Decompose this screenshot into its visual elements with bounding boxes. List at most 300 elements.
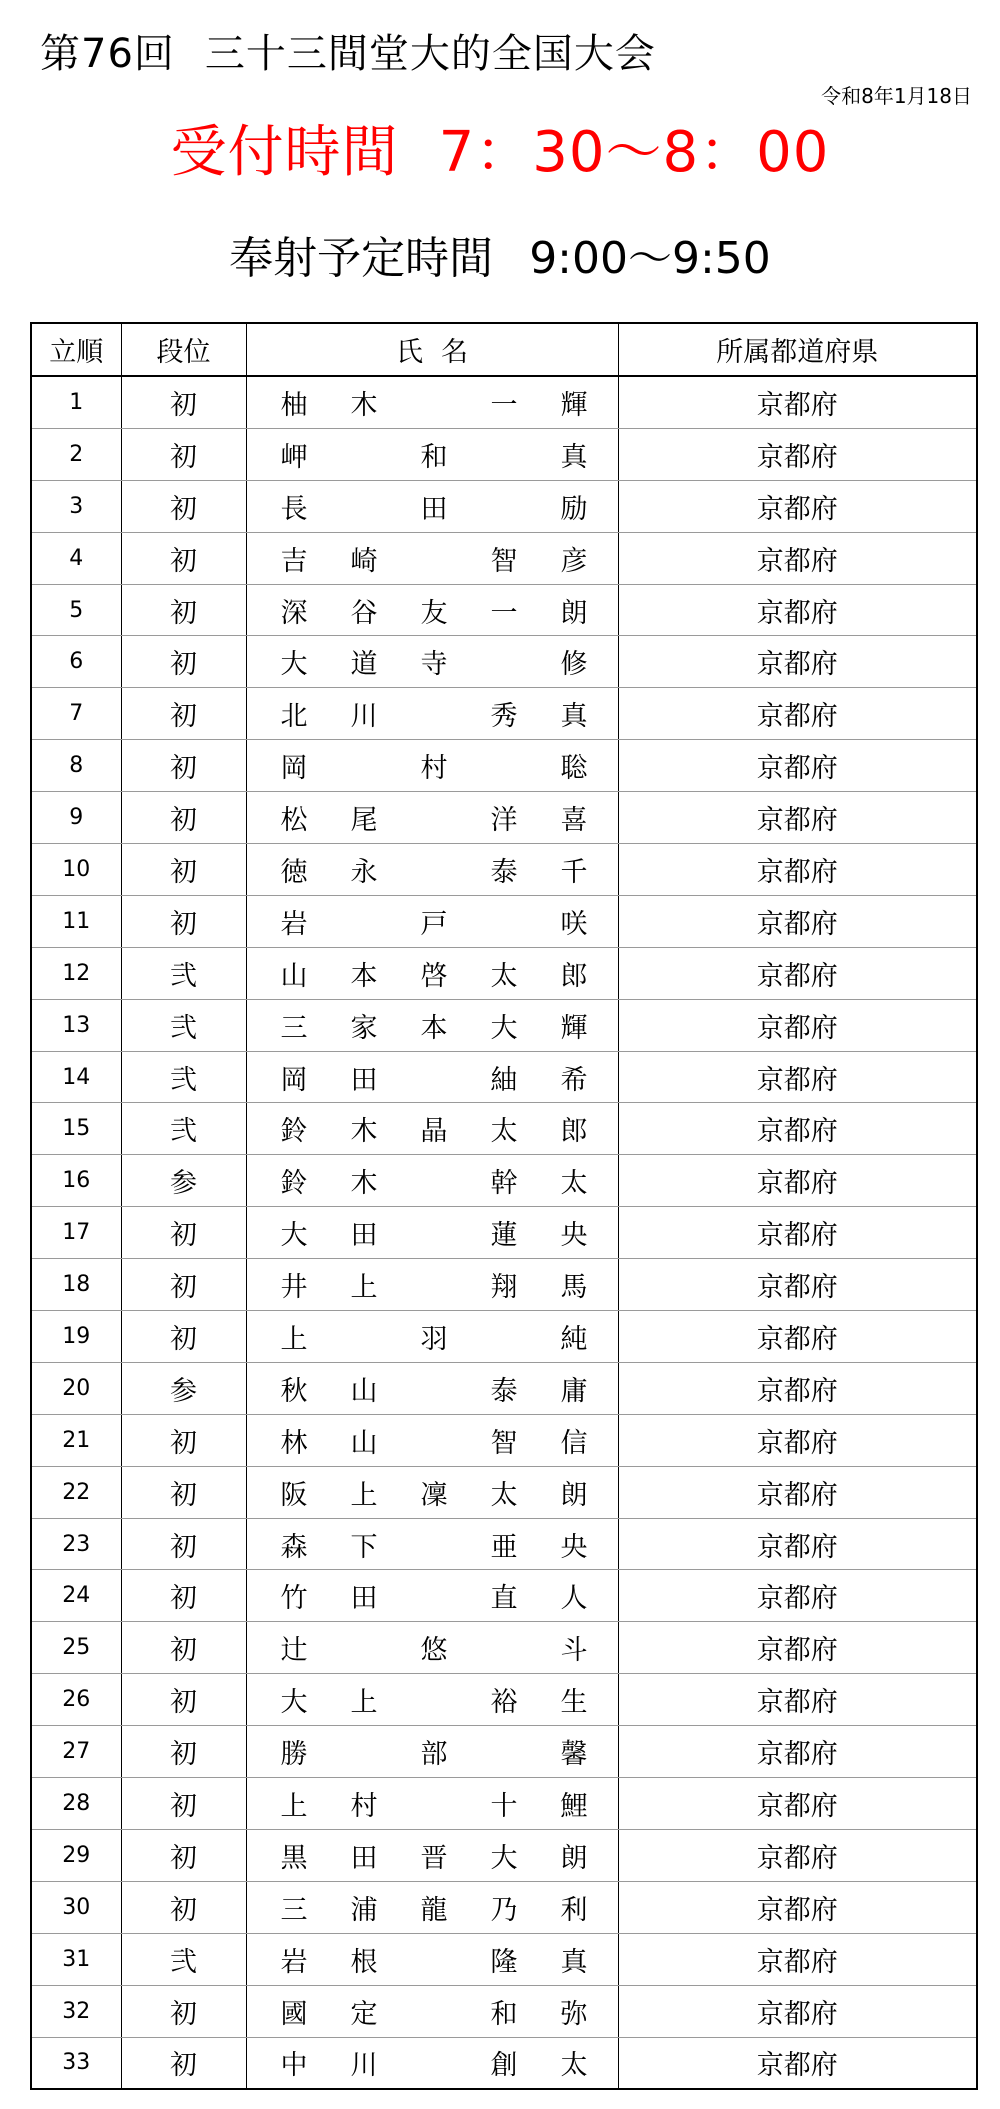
name-char: 三 — [280, 1894, 308, 1926]
cell-rank: 初 — [121, 480, 246, 532]
name-characters — [281, 1525, 588, 1564]
name-char: 利 — [560, 1894, 588, 1926]
name-char — [421, 1421, 448, 1460]
name-char: 岬 — [280, 441, 308, 473]
cell-name — [246, 1259, 618, 1311]
name-char: 山 — [350, 1375, 378, 1407]
name-char — [421, 1161, 448, 1200]
cell-rank: 初 — [121, 1570, 246, 1622]
cell-name — [246, 1207, 618, 1259]
name-char: 馨 — [560, 1739, 588, 1771]
name-char: 紬 — [490, 1064, 518, 1096]
cell-order: 27 — [31, 1726, 121, 1778]
table-row — [31, 1985, 977, 2037]
cell-order: 12 — [31, 947, 121, 999]
cell-prefecture: 京都府 — [618, 688, 977, 740]
name-char: 定 — [350, 1998, 378, 2030]
cell-prefecture: 京都府 — [618, 895, 977, 947]
table-row — [31, 1103, 977, 1155]
cell-prefecture: 京都府 — [618, 792, 977, 844]
name-char: 創 — [490, 2050, 518, 2082]
cell-rank: 初 — [121, 1778, 246, 1830]
cell-name — [246, 1155, 618, 1207]
name-char: 本 — [420, 1012, 448, 1044]
table-row — [31, 1881, 977, 1933]
name-char: 啓 — [420, 960, 448, 992]
name-char: 木 — [350, 1168, 378, 1200]
cell-rank: 初 — [121, 376, 246, 428]
cell-name — [246, 1622, 618, 1674]
name-char: 亜 — [490, 1531, 518, 1563]
cell-rank: 初 — [121, 428, 246, 480]
name-char: 聡 — [560, 753, 588, 785]
name-char: 本 — [350, 960, 378, 992]
name-char: 輝 — [560, 389, 588, 421]
table-row — [31, 1674, 977, 1726]
name-char: 阪 — [280, 1479, 308, 1511]
name-char: 根 — [350, 1946, 378, 1978]
cell-order: 11 — [31, 895, 121, 947]
cell-prefecture: 京都府 — [618, 1362, 977, 1414]
cell-name — [246, 2037, 618, 2089]
name-char: 太 — [490, 1116, 518, 1148]
name-characters — [281, 954, 588, 993]
name-characters — [281, 1213, 588, 1252]
name-char: 泰 — [490, 856, 518, 888]
reception-time: 7：30～8：00 — [438, 120, 830, 185]
name-char: 人 — [560, 1583, 588, 1615]
table-row — [31, 1829, 977, 1881]
name-characters — [281, 1161, 588, 1200]
name-char — [421, 1992, 448, 2031]
name-characters — [281, 2043, 588, 2082]
cell-name — [246, 792, 618, 844]
cell-prefecture: 京都府 — [618, 1051, 977, 1103]
name-char: 庸 — [560, 1375, 588, 1407]
table-row — [31, 376, 977, 428]
name-char: 凜 — [420, 1479, 448, 1511]
cell-rank: 初 — [121, 532, 246, 584]
header-prefecture: 所属都道府県 — [618, 323, 977, 376]
name-char: 千 — [560, 856, 588, 888]
name-char: 彦 — [560, 545, 588, 577]
cell-rank: 弐 — [121, 1933, 246, 1985]
cell-prefecture: 京都府 — [618, 1311, 977, 1363]
name-char: 谷 — [350, 597, 378, 629]
name-char: 林 — [280, 1427, 308, 1459]
name-char: 崎 — [350, 545, 378, 577]
name-characters — [281, 539, 588, 578]
table-row — [31, 1622, 977, 1674]
cell-order: 26 — [31, 1674, 121, 1726]
cell-prefecture: 京都府 — [618, 584, 977, 636]
name-char: 生 — [560, 1687, 588, 1719]
name-char: 大 — [280, 649, 308, 681]
name-char: 黒 — [280, 1842, 308, 1874]
name-char: 馬 — [560, 1272, 588, 1304]
name-char: 森 — [280, 1531, 308, 1563]
cell-prefecture: 京都府 — [618, 532, 977, 584]
cell-rank: 初 — [121, 1622, 246, 1674]
name-char: 浦 — [350, 1894, 378, 1926]
name-char: 智 — [490, 1427, 518, 1459]
name-characters — [281, 1628, 588, 1667]
name-char: 村 — [350, 1790, 378, 1822]
table-row — [31, 895, 977, 947]
name-char — [421, 1940, 448, 1979]
name-char: 真 — [560, 441, 588, 473]
cell-prefecture: 京都府 — [618, 1881, 977, 1933]
cell-rank: 初 — [121, 1985, 246, 2037]
name-char: 大 — [490, 1842, 518, 1874]
name-char: 太 — [490, 1479, 518, 1511]
cell-order: 7 — [31, 688, 121, 740]
table-row — [31, 1051, 977, 1103]
table-row — [31, 532, 977, 584]
name-char: 晶 — [420, 1116, 448, 1148]
cell-name — [246, 947, 618, 999]
name-char: 田 — [350, 1064, 378, 1096]
cell-prefecture: 京都府 — [618, 844, 977, 896]
table-row — [31, 1311, 977, 1363]
cell-rank: 初 — [121, 1207, 246, 1259]
cell-order: 32 — [31, 1985, 121, 2037]
name-char: 木 — [350, 1116, 378, 1148]
name-char — [421, 850, 448, 889]
name-char — [421, 539, 448, 578]
name-char: 竹 — [280, 1583, 308, 1615]
name-characters — [281, 1369, 588, 1408]
table-row — [31, 1155, 977, 1207]
name-char: 徳 — [280, 856, 308, 888]
name-char: 上 — [280, 1790, 308, 1822]
cell-rank: 初 — [121, 1829, 246, 1881]
name-char: 龍 — [420, 1894, 448, 1926]
cell-name — [246, 1726, 618, 1778]
name-characters — [281, 850, 588, 889]
name-char: 晋 — [420, 1842, 448, 1874]
name-char: 岡 — [280, 1064, 308, 1096]
cell-name — [246, 1933, 618, 1985]
header-name: 氏名 — [246, 323, 618, 376]
cell-rank: 弐 — [121, 999, 246, 1051]
cell-prefecture: 京都府 — [618, 1155, 977, 1207]
cell-rank: 初 — [121, 1726, 246, 1778]
cell-name — [246, 844, 618, 896]
table-row — [31, 1362, 977, 1414]
cell-order: 13 — [31, 999, 121, 1051]
name-char: 和 — [490, 1998, 518, 2030]
name-char: 純 — [560, 1323, 588, 1355]
name-characters — [281, 591, 588, 630]
name-char: 輝 — [560, 1012, 588, 1044]
name-characters — [281, 746, 588, 785]
cell-rank: 弐 — [121, 1103, 246, 1155]
cell-rank: 初 — [121, 1674, 246, 1726]
cell-order: 20 — [31, 1362, 121, 1414]
name-char — [351, 902, 378, 941]
name-char: 直 — [490, 1583, 518, 1615]
cell-rank: 初 — [121, 1414, 246, 1466]
name-char: 深 — [280, 597, 308, 629]
name-char: 咲 — [560, 908, 588, 940]
cell-prefecture: 京都府 — [618, 1259, 977, 1311]
participant-table — [30, 322, 978, 2090]
cell-name — [246, 480, 618, 532]
shooting-time-heading — [0, 222, 1000, 286]
cell-order: 2 — [31, 428, 121, 480]
cell-name — [246, 1674, 618, 1726]
cell-order: 1 — [31, 376, 121, 428]
name-char: 田 — [350, 1842, 378, 1874]
cell-order: 18 — [31, 1259, 121, 1311]
name-char: 秀 — [490, 701, 518, 733]
table-row — [31, 1414, 977, 1466]
name-char: 川 — [350, 701, 378, 733]
name-char: 永 — [350, 856, 378, 888]
name-char — [351, 435, 378, 474]
name-char: 真 — [560, 701, 588, 733]
name-char: 岩 — [280, 1946, 308, 1978]
name-char: 太 — [490, 960, 518, 992]
name-char: 上 — [280, 1323, 308, 1355]
cell-order: 10 — [31, 844, 121, 896]
name-char: 山 — [280, 960, 308, 992]
name-characters — [281, 902, 588, 941]
name-char: 岡 — [280, 753, 308, 785]
cell-prefecture: 京都府 — [618, 1207, 977, 1259]
table-row — [31, 688, 977, 740]
cell-prefecture: 京都府 — [618, 636, 977, 688]
name-char — [351, 487, 378, 526]
name-char: 吉 — [280, 545, 308, 577]
cell-prefecture: 京都府 — [618, 1985, 977, 2037]
name-char: 田 — [420, 493, 448, 525]
cell-name — [246, 1103, 618, 1155]
name-char: 秋 — [280, 1375, 308, 1407]
table-row — [31, 480, 977, 532]
name-char: 悠 — [420, 1635, 448, 1667]
cell-name — [246, 895, 618, 947]
name-char — [491, 1317, 518, 1356]
cell-order: 17 — [31, 1207, 121, 1259]
cell-order: 31 — [31, 1933, 121, 1985]
cell-order: 19 — [31, 1311, 121, 1363]
name-characters — [281, 1058, 588, 1097]
name-char: 央 — [560, 1531, 588, 1563]
cell-prefecture: 京都府 — [618, 376, 977, 428]
name-characters — [281, 1680, 588, 1719]
name-char: 希 — [560, 1064, 588, 1096]
name-char: 部 — [420, 1739, 448, 1771]
table-row — [31, 1466, 977, 1518]
name-char: 尾 — [350, 805, 378, 837]
cell-prefecture: 京都府 — [618, 1726, 977, 1778]
title-event: 三十三間堂大的全国大会 — [204, 31, 656, 77]
name-char: 幹 — [490, 1168, 518, 1200]
name-char: 山 — [350, 1427, 378, 1459]
name-char: 北 — [280, 701, 308, 733]
cell-prefecture: 京都府 — [618, 1933, 977, 1985]
name-char — [421, 1784, 448, 1823]
name-char — [421, 1213, 448, 1252]
cell-rank: 初 — [121, 895, 246, 947]
cell-prefecture: 京都府 — [618, 1674, 977, 1726]
cell-rank: 初 — [121, 740, 246, 792]
cell-rank: 初 — [121, 1518, 246, 1570]
name-char: 岩 — [280, 908, 308, 940]
cell-order: 21 — [31, 1414, 121, 1466]
cell-order: 6 — [31, 636, 121, 688]
name-char — [421, 798, 448, 837]
name-char — [351, 1732, 378, 1771]
table-row — [31, 1259, 977, 1311]
table-row — [31, 1778, 977, 1830]
name-char: 隆 — [490, 1946, 518, 1978]
name-char: 上 — [350, 1479, 378, 1511]
name-characters — [281, 798, 588, 837]
cell-prefecture: 京都府 — [618, 740, 977, 792]
cell-name — [246, 1778, 618, 1830]
shooting-label: 奉射予定時間 — [229, 233, 494, 284]
name-char: 翔 — [490, 1272, 518, 1304]
name-char: 大 — [490, 1012, 518, 1044]
cell-name — [246, 1881, 618, 1933]
name-characters — [281, 1421, 588, 1460]
name-char — [491, 435, 518, 474]
name-char: 友 — [420, 597, 448, 629]
table-row — [31, 792, 977, 844]
name-char: 洋 — [490, 805, 518, 837]
name-characters — [281, 1317, 588, 1356]
name-char: 朗 — [560, 1842, 588, 1874]
cell-rank: 初 — [121, 1259, 246, 1311]
name-char: 朗 — [560, 1479, 588, 1511]
name-char: 田 — [350, 1583, 378, 1615]
name-char: 泰 — [490, 1375, 518, 1407]
cell-name — [246, 376, 618, 428]
name-char: 蓮 — [490, 1220, 518, 1252]
table-header-row — [31, 323, 977, 376]
name-characters — [281, 1265, 588, 1304]
cell-order: 22 — [31, 1466, 121, 1518]
name-char — [421, 1680, 448, 1719]
name-char — [491, 1628, 518, 1667]
cell-order: 9 — [31, 792, 121, 844]
name-char: 太 — [560, 1168, 588, 1200]
table-row — [31, 2037, 977, 2089]
cell-prefecture: 京都府 — [618, 428, 977, 480]
event-date: 令和8年1月18日 — [821, 84, 972, 108]
table-row — [31, 636, 977, 688]
name-char: 田 — [350, 1220, 378, 1252]
name-char: 川 — [350, 2050, 378, 2082]
cell-prefecture: 京都府 — [618, 480, 977, 532]
table-row — [31, 999, 977, 1051]
name-char — [421, 1576, 448, 1615]
cell-order: 28 — [31, 1778, 121, 1830]
name-char: 家 — [350, 1012, 378, 1044]
name-char — [491, 902, 518, 941]
name-char — [351, 1317, 378, 1356]
cell-rank: 参 — [121, 1155, 246, 1207]
name-char: 三 — [280, 1012, 308, 1044]
cell-order: 16 — [31, 1155, 121, 1207]
cell-prefecture: 京都府 — [618, 947, 977, 999]
cell-name — [246, 1985, 618, 2037]
name-char: 裕 — [490, 1687, 518, 1719]
name-char: 戸 — [420, 908, 448, 940]
name-char — [421, 1265, 448, 1304]
name-char: 上 — [350, 1687, 378, 1719]
header-order: 立順 — [31, 323, 121, 376]
cell-prefecture: 京都府 — [618, 1414, 977, 1466]
table-row — [31, 428, 977, 480]
name-characters — [281, 1888, 588, 1927]
name-char — [491, 642, 518, 681]
name-char: 下 — [350, 1531, 378, 1563]
name-char: 信 — [560, 1427, 588, 1459]
cell-rank: 初 — [121, 1311, 246, 1363]
table-row — [31, 1570, 977, 1622]
cell-name — [246, 584, 618, 636]
name-char: 智 — [490, 545, 518, 577]
name-char: 一 — [490, 389, 518, 421]
table-row — [31, 1207, 977, 1259]
cell-name — [246, 1311, 618, 1363]
cell-prefecture: 京都府 — [618, 1829, 977, 1881]
name-char — [491, 1732, 518, 1771]
cell-rank: 初 — [121, 792, 246, 844]
name-char: 弥 — [560, 1998, 588, 2030]
table-row — [31, 1726, 977, 1778]
name-char: 中 — [280, 2050, 308, 2082]
cell-rank: 初 — [121, 1881, 246, 1933]
name-char: 寺 — [420, 649, 448, 681]
name-char — [421, 383, 448, 422]
table-body — [31, 376, 977, 2089]
name-char: 真 — [560, 1946, 588, 1978]
table-row — [31, 1933, 977, 1985]
cell-name — [246, 688, 618, 740]
cell-rank: 初 — [121, 636, 246, 688]
cell-name — [246, 428, 618, 480]
cell-order: 8 — [31, 740, 121, 792]
name-characters — [281, 1109, 588, 1148]
cell-name — [246, 740, 618, 792]
cell-prefecture: 京都府 — [618, 2037, 977, 2089]
cell-rank: 初 — [121, 688, 246, 740]
name-char: 村 — [420, 753, 448, 785]
name-characters — [281, 1732, 588, 1771]
name-characters — [281, 694, 588, 733]
name-characters — [281, 1473, 588, 1512]
name-char — [421, 1369, 448, 1408]
cell-name — [246, 1518, 618, 1570]
name-char: 央 — [560, 1220, 588, 1252]
reception-label: 受付時間 — [170, 120, 399, 185]
cell-name — [246, 636, 618, 688]
name-characters — [281, 1784, 588, 1823]
cell-rank: 弐 — [121, 1051, 246, 1103]
header-rank: 段位 — [121, 323, 246, 376]
cell-order: 15 — [31, 1103, 121, 1155]
table-row — [31, 740, 977, 792]
name-characters — [281, 642, 588, 681]
cell-prefecture: 京都府 — [618, 1570, 977, 1622]
name-char: 励 — [560, 493, 588, 525]
cell-order: 25 — [31, 1622, 121, 1674]
